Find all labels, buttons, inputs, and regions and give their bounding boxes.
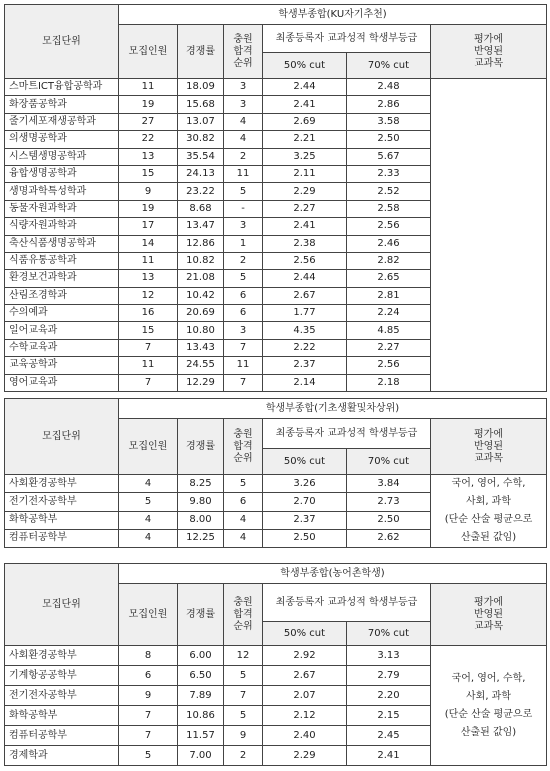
cut70-cell: 5.67: [347, 148, 431, 165]
unit-cell: 일어교육과: [5, 322, 119, 339]
unit-header: 모집단위: [5, 399, 119, 475]
cut50-cell: 2.40: [263, 726, 347, 746]
competition-cell: 10.80: [178, 322, 224, 339]
rank-cell: 5: [224, 270, 263, 287]
competition-cell: 8.00: [178, 511, 224, 529]
unit-header: 모집단위: [5, 564, 119, 646]
competition-cell: 12.25: [178, 529, 224, 547]
unit-cell: 융합생명공학과: [5, 165, 119, 182]
recruit-cell: 27: [119, 113, 178, 130]
table-row: [5, 475, 547, 493]
reflected-subjects-note: [431, 79, 547, 392]
recruit-cell: 7: [119, 339, 178, 356]
note-line: 사회, 과학: [466, 690, 511, 702]
competition-cell: 12.29: [178, 374, 224, 391]
cut70-cell: 2.58: [347, 200, 431, 217]
competition-cell: 7.00: [178, 746, 224, 766]
cut50-cell: 2.41: [263, 218, 347, 235]
unit-cell: 전기전자공학부: [5, 493, 119, 511]
unit-cell: 화학공학부: [5, 511, 119, 529]
cut70-cell: 2.50: [347, 511, 431, 529]
cut50-header: 50% cut: [263, 53, 347, 79]
cut70-cell: 2.15: [347, 706, 431, 726]
unit-cell: 식량자원과학과: [5, 218, 119, 235]
competition-cell: 24.13: [178, 165, 224, 182]
rank-header: 충원 합격 순위: [224, 584, 263, 646]
rank-cell: 4: [224, 113, 263, 130]
competition-cell: 35.54: [178, 148, 224, 165]
recruit-cell: 5: [119, 746, 178, 766]
recruit-cell: 11: [119, 357, 178, 374]
cut50-cell: 2.56: [263, 252, 347, 269]
recruit-cell: 5: [119, 493, 178, 511]
rank-cell: 7: [224, 339, 263, 356]
competition-cell: 10.86: [178, 706, 224, 726]
rank-cell: 7: [224, 686, 263, 706]
cut50-cell: 2.41: [263, 96, 347, 113]
recruit-cell: 19: [119, 96, 178, 113]
rank-cell: 2: [224, 148, 263, 165]
cut50-cell: 2.38: [263, 235, 347, 252]
cut50-cell: 2.67: [263, 287, 347, 304]
rank-cell: 6: [224, 287, 263, 304]
competition-cell: 30.82: [178, 131, 224, 148]
unit-cell: 사회환경공학부: [5, 646, 119, 666]
recruit-cell: 4: [119, 475, 178, 493]
reflected-header: 평가에 반영된 교과목: [431, 25, 547, 79]
recruit-header: 모집인원: [119, 25, 178, 79]
cut70-cell: 2.56: [347, 357, 431, 374]
cut70-cell: 2.27: [347, 339, 431, 356]
cut50-cell: 2.14: [263, 374, 347, 391]
reflected-subjects-note: [431, 646, 547, 766]
note-line: 국어, 영어, 수학,: [451, 672, 526, 684]
cut50-cell: 2.11: [263, 165, 347, 182]
competition-cell: 15.68: [178, 96, 224, 113]
note-line: 사회, 과학: [466, 496, 511, 507]
rank-cell: 5: [224, 183, 263, 200]
cut70-cell: 3.84: [347, 475, 431, 493]
recruit-cell: 19: [119, 200, 178, 217]
rank-cell: 3: [224, 79, 263, 96]
unit-cell: 컴퓨터공학부: [5, 726, 119, 746]
rank-cell: 4: [224, 131, 263, 148]
table-title: 학생부종합(기초생활및차상위): [119, 399, 547, 419]
cut50-cell: 2.29: [263, 183, 347, 200]
cut50-cell: 3.26: [263, 475, 347, 493]
cut70-cell: 2.50: [347, 131, 431, 148]
cut50-header: 50% cut: [263, 622, 347, 646]
recruit-cell: 4: [119, 511, 178, 529]
unit-cell: 스마트ICT융합공학과: [5, 79, 119, 96]
unit-cell: 생명과학특성학과: [5, 183, 119, 200]
cut50-cell: 2.12: [263, 706, 347, 726]
recruit-cell: 8: [119, 646, 178, 666]
recruit-cell: 15: [119, 165, 178, 182]
rank-cell: 11: [224, 165, 263, 182]
competition-cell: 21.08: [178, 270, 224, 287]
unit-cell: 컴퓨터공학부: [5, 529, 119, 547]
unit-cell: 화장품공학과: [5, 96, 119, 113]
unit-cell: 축산식품생명공학과: [5, 235, 119, 252]
cut70-cell: 2.56: [347, 218, 431, 235]
cut70-cell: 2.48: [347, 79, 431, 96]
table-row: [5, 79, 547, 96]
recruit-cell: 14: [119, 235, 178, 252]
recruit-cell: 4: [119, 529, 178, 547]
note-line: (단순 산술 평균으로: [444, 514, 533, 525]
unit-cell: 영어교육과: [5, 374, 119, 391]
competition-cell: 7.89: [178, 686, 224, 706]
cut70-cell: 2.82: [347, 252, 431, 269]
rank-cell: 6: [224, 493, 263, 511]
unit-cell: 동물자원과학과: [5, 200, 119, 217]
note-line: (단순 산술 평균으로: [444, 708, 533, 720]
cut50-cell: 2.07: [263, 686, 347, 706]
competition-cell: 24.55: [178, 357, 224, 374]
recruit-cell: 17: [119, 218, 178, 235]
cut70-header: 70% cut: [347, 622, 431, 646]
competition-cell: 6.50: [178, 666, 224, 686]
cut50-cell: 3.25: [263, 148, 347, 165]
cut50-cell: 2.44: [263, 270, 347, 287]
unit-cell: 교육공학과: [5, 357, 119, 374]
recruit-cell: 7: [119, 374, 178, 391]
unit-cell: 경제학과: [5, 746, 119, 766]
unit-cell: 줄기세포재생공학과: [5, 113, 119, 130]
rank-cell: 9: [224, 726, 263, 746]
competition-cell: 10.82: [178, 252, 224, 269]
rank-cell: 3: [224, 218, 263, 235]
cut70-cell: 2.81: [347, 287, 431, 304]
cut50-cell: 2.37: [263, 357, 347, 374]
recruit-header: 모집인원: [119, 584, 178, 646]
admission-table-rural: [4, 563, 547, 766]
reflected-subjects-note: [431, 475, 547, 548]
recruit-cell: 12: [119, 287, 178, 304]
cut70-cell: 2.62: [347, 529, 431, 547]
competition-cell: 10.42: [178, 287, 224, 304]
cut70-header: 70% cut: [347, 53, 431, 79]
competition-cell: 20.69: [178, 305, 224, 322]
unit-cell: 수학교육과: [5, 339, 119, 356]
rank-cell: 3: [224, 322, 263, 339]
recruit-cell: 13: [119, 270, 178, 287]
cut50-cell: 2.70: [263, 493, 347, 511]
table-title: 학생부종합(농어촌학생): [119, 564, 547, 584]
cut50-cell: 2.44: [263, 79, 347, 96]
cut70-header: 70% cut: [347, 449, 431, 475]
admission-table-basic-living: [4, 398, 547, 548]
cut70-cell: 2.52: [347, 183, 431, 200]
rank-cell: 11: [224, 357, 263, 374]
cut70-cell: 2.79: [347, 666, 431, 686]
cut70-cell: 2.41: [347, 746, 431, 766]
competition-cell: 13.07: [178, 113, 224, 130]
admission-table-ku: [4, 4, 547, 392]
rank-cell: 5: [224, 475, 263, 493]
grade-header: 최종등록자 교과성적 학생부등급: [263, 584, 431, 622]
unit-cell: 기계항공공학부: [5, 666, 119, 686]
cut70-cell: 2.45: [347, 726, 431, 746]
recruit-cell: 7: [119, 706, 178, 726]
cut50-cell: 2.92: [263, 646, 347, 666]
reflected-header: 평가에 반영된 교과목: [431, 584, 547, 646]
cut50-cell: 2.29: [263, 746, 347, 766]
unit-cell: 사회환경공학부: [5, 475, 119, 493]
recruit-cell: 6: [119, 666, 178, 686]
competition-header: 경쟁률: [178, 419, 224, 475]
recruit-cell: 16: [119, 305, 178, 322]
recruit-cell: 13: [119, 148, 178, 165]
cut50-cell: 2.27: [263, 200, 347, 217]
cut50-cell: 2.67: [263, 666, 347, 686]
rank-cell: -: [224, 200, 263, 217]
grade-header: 최종등록자 교과성적 학생부등급: [263, 419, 431, 449]
rank-cell: 6: [224, 305, 263, 322]
cut50-cell: 1.77: [263, 305, 347, 322]
competition-cell: 9.80: [178, 493, 224, 511]
note-line: 산출된 값임): [460, 532, 517, 543]
competition-cell: 13.43: [178, 339, 224, 356]
unit-cell: 시스템생명공학과: [5, 148, 119, 165]
competition-cell: 12.86: [178, 235, 224, 252]
unit-header: 모집단위: [5, 5, 119, 79]
recruit-cell: 9: [119, 686, 178, 706]
recruit-header: 모집인원: [119, 419, 178, 475]
table-title: 학생부종합(KU자기추천): [119, 5, 547, 25]
competition-cell: 23.22: [178, 183, 224, 200]
cut50-cell: 2.21: [263, 131, 347, 148]
cut50-cell: 2.69: [263, 113, 347, 130]
rank-cell: 5: [224, 666, 263, 686]
rank-cell: 12: [224, 646, 263, 666]
recruit-cell: 15: [119, 322, 178, 339]
competition-cell: 8.25: [178, 475, 224, 493]
cut50-cell: 2.22: [263, 339, 347, 356]
rank-cell: 7: [224, 374, 263, 391]
rank-cell: 5: [224, 706, 263, 726]
unit-cell: 환경보건과학과: [5, 270, 119, 287]
recruit-cell: 9: [119, 183, 178, 200]
unit-cell: 화학공학부: [5, 706, 119, 726]
cut70-cell: 2.18: [347, 374, 431, 391]
note-line: 산출된 값임): [460, 726, 517, 738]
cut50-cell: 2.50: [263, 529, 347, 547]
cut70-cell: 2.46: [347, 235, 431, 252]
competition-header: 경쟁률: [178, 584, 224, 646]
competition-header: 경쟁률: [178, 25, 224, 79]
rank-cell: 3: [224, 96, 263, 113]
unit-cell: 식품유통공학과: [5, 252, 119, 269]
note-line: 국어, 영어, 수학,: [451, 478, 526, 489]
cut70-cell: 2.24: [347, 305, 431, 322]
cut70-cell: 3.58: [347, 113, 431, 130]
table-row: [5, 646, 547, 666]
grade-header: 최종등록자 교과성적 학생부등급: [263, 25, 431, 53]
competition-cell: 18.09: [178, 79, 224, 96]
cut50-cell: 4.35: [263, 322, 347, 339]
competition-cell: 8.68: [178, 200, 224, 217]
cut70-cell: 4.85: [347, 322, 431, 339]
rank-cell: 2: [224, 252, 263, 269]
rank-header: 충원 합격 순위: [224, 419, 263, 475]
cut50-cell: 2.37: [263, 511, 347, 529]
cut70-cell: 2.86: [347, 96, 431, 113]
cut70-cell: 3.13: [347, 646, 431, 666]
cut70-cell: 2.73: [347, 493, 431, 511]
rank-cell: 2: [224, 746, 263, 766]
competition-cell: 13.47: [178, 218, 224, 235]
recruit-cell: 11: [119, 79, 178, 96]
recruit-cell: 7: [119, 726, 178, 746]
reflected-header: 평가에 반영된 교과목: [431, 419, 547, 475]
cut70-cell: 2.33: [347, 165, 431, 182]
unit-cell: 전기전자공학부: [5, 686, 119, 706]
competition-cell: 6.00: [178, 646, 224, 666]
rank-cell: 4: [224, 529, 263, 547]
rank-cell: 1: [224, 235, 263, 252]
recruit-cell: 22: [119, 131, 178, 148]
unit-cell: 산림조경학과: [5, 287, 119, 304]
unit-cell: 수의예과: [5, 305, 119, 322]
recruit-cell: 11: [119, 252, 178, 269]
cut70-cell: 2.20: [347, 686, 431, 706]
cut70-cell: 2.65: [347, 270, 431, 287]
competition-cell: 11.57: [178, 726, 224, 746]
rank-cell: 4: [224, 511, 263, 529]
rank-header: 충원 합격 순위: [224, 25, 263, 79]
unit-cell: 의생명공학과: [5, 131, 119, 148]
cut50-header: 50% cut: [263, 449, 347, 475]
